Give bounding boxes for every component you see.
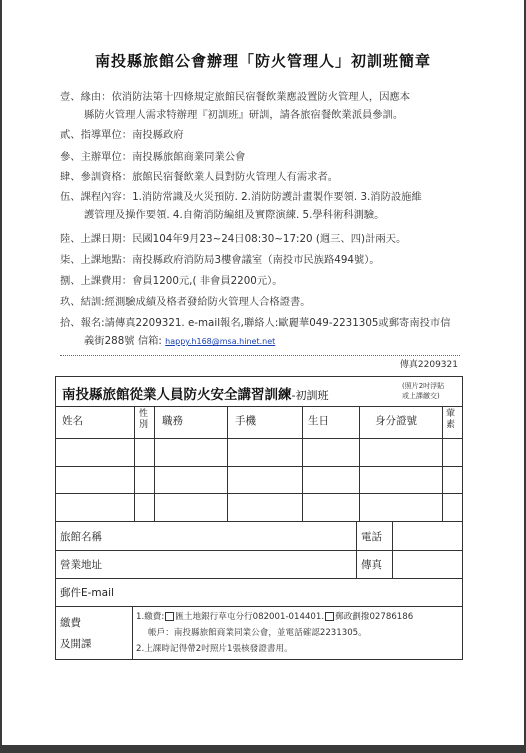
item-courses [60,188,490,224]
col-divider [302,406,303,521]
payment-label [60,613,92,655]
header-meal-char: 素 [446,420,456,430]
item-dates [60,230,490,248]
item-text: 經測驗成績及格者發給防火管理人合格證書。 [104,296,311,308]
row-divider [56,466,462,467]
item-label: 伍、課程內容： [60,191,133,203]
item-text-cont: 護管理及操作要領. 4.自衛消防編組及實際演練. 5.學科術科測驗。 [84,209,385,221]
photo-note [402,381,444,401]
item-text: 會員1200元,( 非會員2200元）。 [132,275,283,287]
phone-label: 電話 [361,531,382,543]
photo-note-line: (照片2吋浮貼 [402,382,445,390]
row-divider [56,550,462,551]
hotel-name-label: 旅館名稱 [60,531,102,543]
item-text: 依消防法第十四條規定旅館民宿餐飲業應設置防火管理人，因應本 [111,91,411,103]
payment-bank: 匯土地銀行草屯分行082001-014401. [175,612,325,622]
col-divider [442,406,443,521]
item-text-cont: 縣防火管理人需求特辦理『初訓班』研訓，請各旅宿餐飲業派員參訓。 [84,109,404,121]
item-organizer [60,148,490,166]
document-title: 南投縣旅館公會辦理「防火管理人」初訓班簡章 [94,52,431,70]
item-text: 南投縣政府 [132,129,184,141]
payment-label-line: 及開課 [60,638,92,650]
fax-label: 傳真 [361,559,382,571]
col-divider [132,606,133,660]
payment-account: 帳戶：南投縣旅館商業同業公會，並電話確認2231305。 [148,628,367,638]
row-divider [56,406,462,407]
form-title-suffix: -初訓班 [291,389,329,402]
item-label: 玖、結訓: [60,296,105,308]
cut-line [60,355,460,356]
registration-form [55,376,463,660]
fax-note: 傳真2209321 [399,360,458,370]
item-label: 捌、上課費用： [60,275,133,287]
checkbox-bank[interactable] [165,612,174,621]
address-label: 營業地址 [60,559,102,571]
item-label: 柒、上課地點： [60,254,133,266]
item-reason [60,88,490,124]
item-registration [60,314,490,351]
header-position: 職務 [162,415,183,427]
header-gender-char: 別 [139,420,149,430]
item-text: 南投縣旅館商業同業公會 [132,151,246,163]
header-id-number: 身分證號 [375,415,417,427]
header-gender [139,409,148,431]
header-mobile: 手機 [235,415,256,427]
item-label: 陸、上課日期： [60,233,133,245]
viewer-bottom-bar [0,745,526,753]
item-label: 貳、指導單位： [60,129,133,141]
checkbox-postal[interactable] [325,612,334,621]
payment-postal: 郵政劃撥02786186 [335,612,414,622]
col-divider [392,521,393,578]
item-label: 拾、報名: [60,317,105,329]
item-location [60,251,490,269]
col-divider [134,406,135,521]
payment-label-line: 繳費 [60,617,81,629]
header-gender-char: 性 [139,409,149,419]
photo-note-line: 或上課繳交) [402,392,440,400]
item-label: 肆、參訓資格： [60,171,133,183]
item-text: 旅館民宿餐飲業人員對防火管理人有需求者。 [132,171,339,183]
header-birthday: 生日 [308,415,329,427]
item-label: 壹、緣由： [60,91,112,103]
item-text: 1.消防常識及火災預防. 2.消防防護計畫製作要領. 3.消防設施維 [132,191,422,203]
row-divider [56,578,462,579]
item-certificate [60,293,490,311]
email-label: 郵件E-mail [60,587,114,599]
col-divider [356,521,357,578]
row-divider [56,438,462,439]
item-text: 請傳真2209321. e-mail報名,聯絡人:歐麗華049-2231305或郵寄南投市信 [104,317,451,329]
header-meal-char: 葷 [446,409,456,419]
row-divider [56,521,462,522]
document-page [2,0,524,745]
item-text-cont: 義街288號 信箱: [84,335,166,347]
row-divider [56,606,462,607]
payment-details [136,609,458,657]
item-text: 民國104年9月23~24日08:30~17:20 (週三、四)計兩天。 [132,233,407,245]
col-divider [154,406,155,521]
col-divider [227,406,228,521]
payment-photo-note: 2.上課時記得帶2吋照片1張核發證書用。 [136,644,293,654]
header-name: 姓名 [62,415,83,427]
item-fee [60,272,490,290]
form-title [62,383,328,403]
row-divider [56,493,462,494]
email-link[interactable]: happy.h168@msa.hinet.net [165,337,276,346]
col-divider [359,406,360,521]
payment-line-1 [136,609,458,625]
payment-prefix: 1.繳費: [136,612,165,622]
item-text: 南投縣政府消防局3樓會議室（南投市民族路494號）。 [132,254,380,266]
item-guidance [60,126,490,144]
header-meal [446,409,455,431]
item-eligibility [60,168,490,186]
form-title-main: 南投縣旅館從業人員防火安全講習訓練 [62,387,292,403]
item-label: 參、主辦單位： [60,151,133,163]
